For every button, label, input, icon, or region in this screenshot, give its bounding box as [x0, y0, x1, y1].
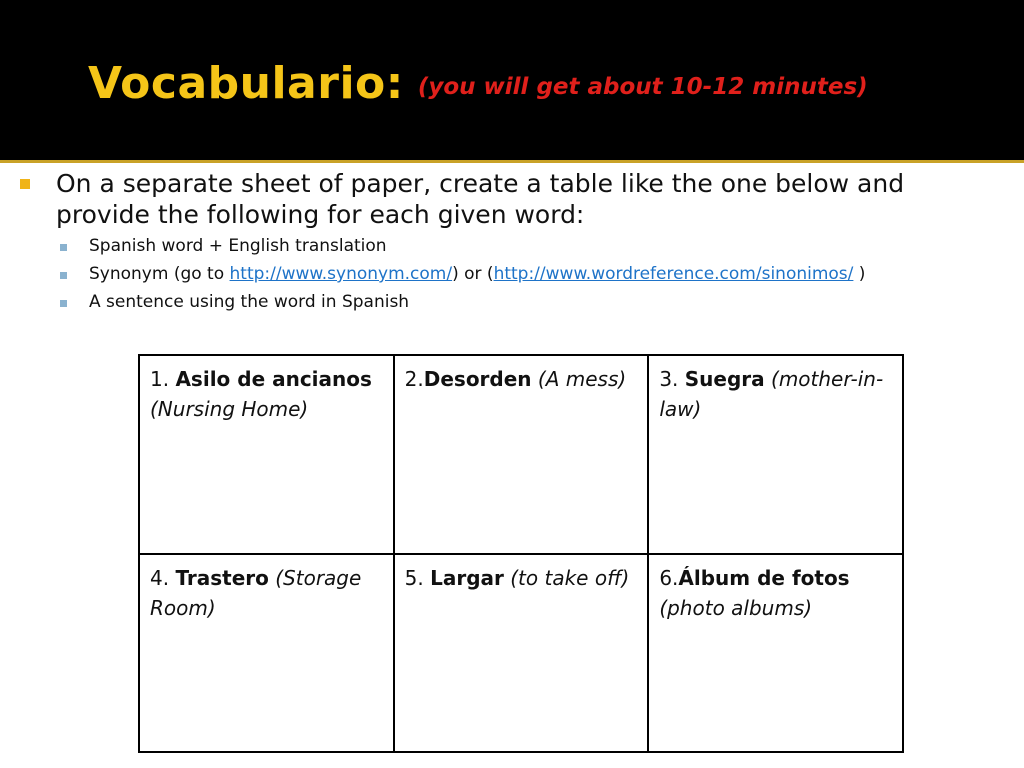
table-row — [139, 554, 903, 753]
vocab-word: Desorden — [423, 367, 532, 391]
sub-instruction-translation: Spanish word + English translation — [89, 236, 387, 256]
vocab-cell — [139, 355, 394, 554]
vocab-number: 1. — [150, 367, 176, 391]
title-line — [88, 58, 868, 109]
square-bullet-icon — [60, 300, 67, 307]
vocab-cell — [394, 554, 649, 753]
slide-title: Vocabulario: — [88, 58, 404, 109]
vocab-translation: (photo albums) — [659, 595, 813, 620]
wordreference-link[interactable]: http://www.wordreference.com/sinonimos/ — [493, 264, 854, 284]
vocab-cell — [139, 554, 394, 753]
synonym-prefix: Synonym (go to — [89, 264, 230, 284]
slide-subtitle: (you will get about 10-12 minutes) — [417, 74, 868, 100]
vocab-cell — [648, 554, 903, 753]
vocab-cell — [648, 355, 903, 554]
synonym-suffix: ) — [853, 264, 866, 284]
vocab-translation: (Nursing Home) — [150, 397, 309, 421]
table-row — [139, 355, 903, 554]
vocab-number: 4. — [150, 565, 176, 590]
vocab-number: 2. — [404, 367, 424, 391]
synonym-middle: ) or ( — [452, 264, 494, 284]
vocab-cell — [394, 355, 649, 554]
vocab-word: Largar — [430, 565, 504, 590]
title-divider — [0, 160, 1024, 163]
vocab-word: Trastero — [175, 565, 269, 590]
sub-instruction-sentence: A sentence using the word in Spanish — [89, 292, 410, 312]
vocab-number: 3. — [659, 367, 685, 391]
vocabulary-table — [138, 354, 904, 753]
title-band — [0, 0, 1024, 160]
synonym-com-link[interactable]: http://www.synonym.com/ — [229, 264, 453, 284]
vocab-translation: (Storage Room) — [150, 565, 362, 620]
vocab-word: Asilo de ancianos — [175, 367, 372, 391]
main-instruction: On a separate sheet of paper, create a table like the one below and provide the following for each given word: — [56, 169, 905, 229]
square-bullet-icon — [60, 244, 67, 251]
vocab-translation: (to take off) — [510, 565, 630, 590]
vocab-word: Suegra — [684, 367, 765, 391]
vocab-translation: (A mess) — [537, 367, 627, 391]
square-bullet-icon — [60, 272, 67, 279]
vocab-word: Álbum de fotos — [678, 565, 850, 590]
vocab-number: 5. — [404, 565, 431, 590]
vocab-translation: (mother-in-law) — [659, 367, 884, 421]
vocab-number: 6. — [659, 565, 679, 590]
sub-instruction-synonym — [89, 264, 865, 284]
square-bullet-icon — [20, 179, 30, 189]
